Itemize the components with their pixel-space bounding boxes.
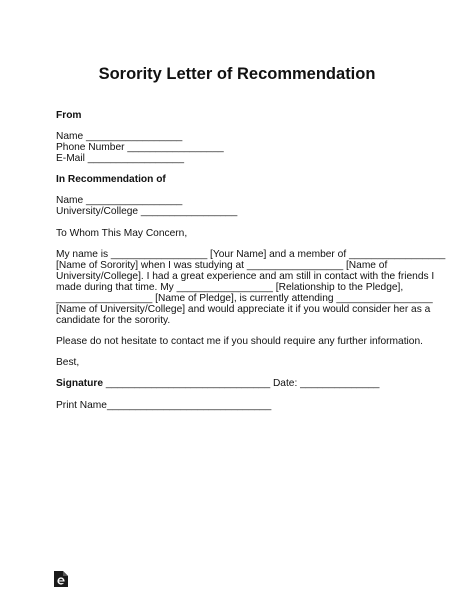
closing-paragraph: Please do not hesitate to contact me if you should require any further information. — [56, 336, 423, 347]
body-line: [Name of University/College] and would appreciate it if you would consider her as a — [56, 304, 431, 315]
signature-line — [56, 378, 379, 389]
body-line: candidate for the sorority. — [56, 315, 171, 326]
from-email-line: E-Mail _________________ — [56, 153, 185, 164]
from-name-line: Name _________________ — [56, 131, 183, 142]
from-phone-line: Phone Number _________________ — [56, 142, 224, 153]
salutation: To Whom This May Concern, — [56, 228, 188, 239]
eforms-logo-icon — [53, 570, 69, 588]
recommendation-name-line: Name _________________ — [56, 195, 183, 206]
from-heading: From — [56, 110, 82, 121]
recommendation-heading: In Recommendation of — [56, 174, 166, 185]
print-name-line: Print Name_____________________________ — [56, 400, 272, 411]
document-title: Sorority Letter of Recommendation — [98, 65, 376, 83]
body-line: [Name of Sorority] when I was studying at _________________ [Name of — [56, 260, 388, 271]
body-line: _________________ [Name of Pledge], is currently attending _________________ — [56, 293, 433, 304]
recommendation-university-line: University/College _________________ — [56, 206, 238, 217]
signature-date-fields: _____________________________ Date: ______________ — [102, 378, 380, 389]
body-line: made during that time. My _________________ [Relationship to the Pledge], — [56, 282, 404, 293]
sign-off: Best, — [56, 357, 80, 368]
body-line: My name is _________________ [Your Name] and a member of _________________ — [56, 249, 446, 260]
signature-label: Signature — [56, 378, 103, 389]
body-line: University/College]. I had a great experience and am still in contact with the friends I — [56, 271, 435, 282]
